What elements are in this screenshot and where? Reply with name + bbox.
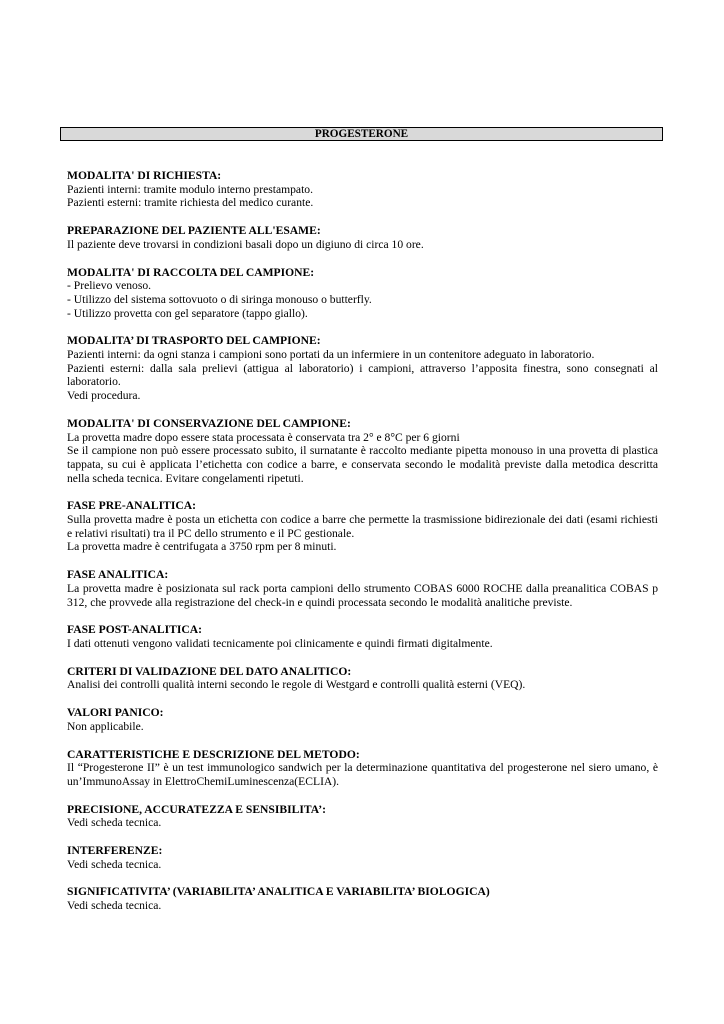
section-heading: VALORI PANICO: <box>67 706 164 720</box>
section-line: - Utilizzo del sistema sottovuoto o di siringa monouso o butterfly. <box>67 292 372 306</box>
section-heading: FASE PRE-ANALITICA: <box>67 499 196 513</box>
title-spacer <box>67 141 658 155</box>
section-line: La provetta madre dopo essere stata processata è conservata tra 2° e 8°C per 6 giorni <box>67 430 460 444</box>
section-preparazione-paziente <box>67 224 658 251</box>
section-line: Vedi scheda tecnica. <box>67 899 162 913</box>
section-precisione-accuratezza <box>67 803 658 830</box>
section-line: La provetta madre è posizionata sul rack porta campioni dello strumento COBAS 6000 ROCHE dalla preanalitica COBAS p 312, che provvede alla registrazione del check-in e quindi processata secondo le modalità analitiche previste. <box>67 581 658 609</box>
section-line: - Prelievo venoso. <box>67 279 152 293</box>
section-heading: MODALITA’ DI TRASPORTO DEL CAMPIONE: <box>67 334 321 348</box>
section-conservazione-campione <box>67 417 658 486</box>
section-line: Pazienti interni: da ogni stanza i campioni sono portati da un infermiere in un contenitore adeguato in laboratorio. <box>67 348 595 362</box>
section-line: Il “Progesterone II” è un test immunologico sandwich per la determinazione quantitativa del progesterone nel siero umano, è un’ImmunoAssay in ElettroChemiLuminescenza(ECLIA). <box>67 761 658 788</box>
section-heading: PREPARAZIONE DEL PAZIENTE ALL'ESAME: <box>67 224 321 238</box>
section-line: Il paziente deve trovarsi in condizioni basali dopo un digiuno di circa 10 ore. <box>67 237 424 251</box>
section-line: Vedi scheda tecnica. <box>67 816 162 830</box>
section-significativita <box>67 885 658 912</box>
section-heading: SIGNIFICATIVITA’ (VARIABILITA’ ANALITICA E VARIABILITA’ BIOLOGICA) <box>67 885 490 899</box>
document-title: PROGESTERONE <box>60 127 663 141</box>
section-modalita-richiesta <box>67 169 658 210</box>
section-line: I dati ottenuti vengono validati tecnicamente poi clinicamente e quindi firmati digitalmente. <box>67 636 493 650</box>
section-heading: MODALITA' DI RICHIESTA: <box>67 169 222 182</box>
section-line: Analisi dei controlli qualità interni secondo le regole di Westgard e controlli qualità esterni (VEQ). <box>67 678 526 692</box>
section-line: Pazienti esterni: dalla sala prelievi (attigua al laboratorio) i campioni, attraverso l’apposita finestra, sono consegnati al laboratorio. <box>67 361 658 389</box>
section-valori-panico <box>67 706 658 733</box>
section-fase-analitica <box>67 568 658 609</box>
section-line: Vedi procedura. <box>67 389 141 403</box>
section-heading: FASE POST-ANALITICA: <box>67 623 202 637</box>
section-heading: CARATTERISTICHE E DESCRIZIONE DEL METODO: <box>67 747 360 761</box>
section-interferenze <box>67 844 658 871</box>
section-line: Non applicabile. <box>67 719 144 733</box>
section-criteri-validazione <box>67 665 658 692</box>
section-heading: CRITERI DI VALIDAZIONE DEL DATO ANALITICO: <box>67 664 352 678</box>
section-heading: PRECISIONE, ACCURATEZZA E SENSIBILITA’: <box>67 802 326 816</box>
section-heading: MODALITA' DI CONSERVAZIONE DEL CAMPIONE: <box>67 416 351 430</box>
section-heading: MODALITA' DI RACCOLTA DEL CAMPIONE: <box>67 265 315 279</box>
section-line: Pazienti esterni: tramite richiesta del medico curante. <box>67 196 314 210</box>
section-raccolta-campione <box>67 266 658 321</box>
section-line: - Utilizzo provetta con gel separatore (tappo giallo). <box>67 306 308 320</box>
section-line: La provetta madre è centrifugata a 3750 rpm per 8 minuti. <box>67 540 337 554</box>
section-line: Se il campione non può essere processato subito, il surnatante è raccolto mediante pipetta monouso in una provetta di plastica tappata, su cui è applicata l’etichetta con codice a barre, e conservata secondo le modalità previste dalla metodica descritta nella scheda tecnica. Evitare congelamenti ripetuti. <box>67 444 658 485</box>
section-caratteristiche-metodo <box>67 748 658 789</box>
section-fase-pre-analitica <box>67 499 658 554</box>
section-line: Pazienti interni: tramite modulo interno prestampato. <box>67 182 313 196</box>
section-trasporto-campione <box>67 334 658 403</box>
section-line: Vedi scheda tecnica. <box>67 857 162 871</box>
section-line: Sulla provetta madre è posta un etichetta con codice a barre che permette la trasmissione bidirezionale dei dati (esami richiesti e relativi risultati) tra il PC dello strumento e il PC gestionale. <box>67 513 658 540</box>
section-heading: INTERFERENZE: <box>67 844 163 858</box>
document-page <box>67 127 658 913</box>
section-heading: FASE ANALITICA: <box>67 568 169 582</box>
section-fase-post-analitica <box>67 623 658 650</box>
